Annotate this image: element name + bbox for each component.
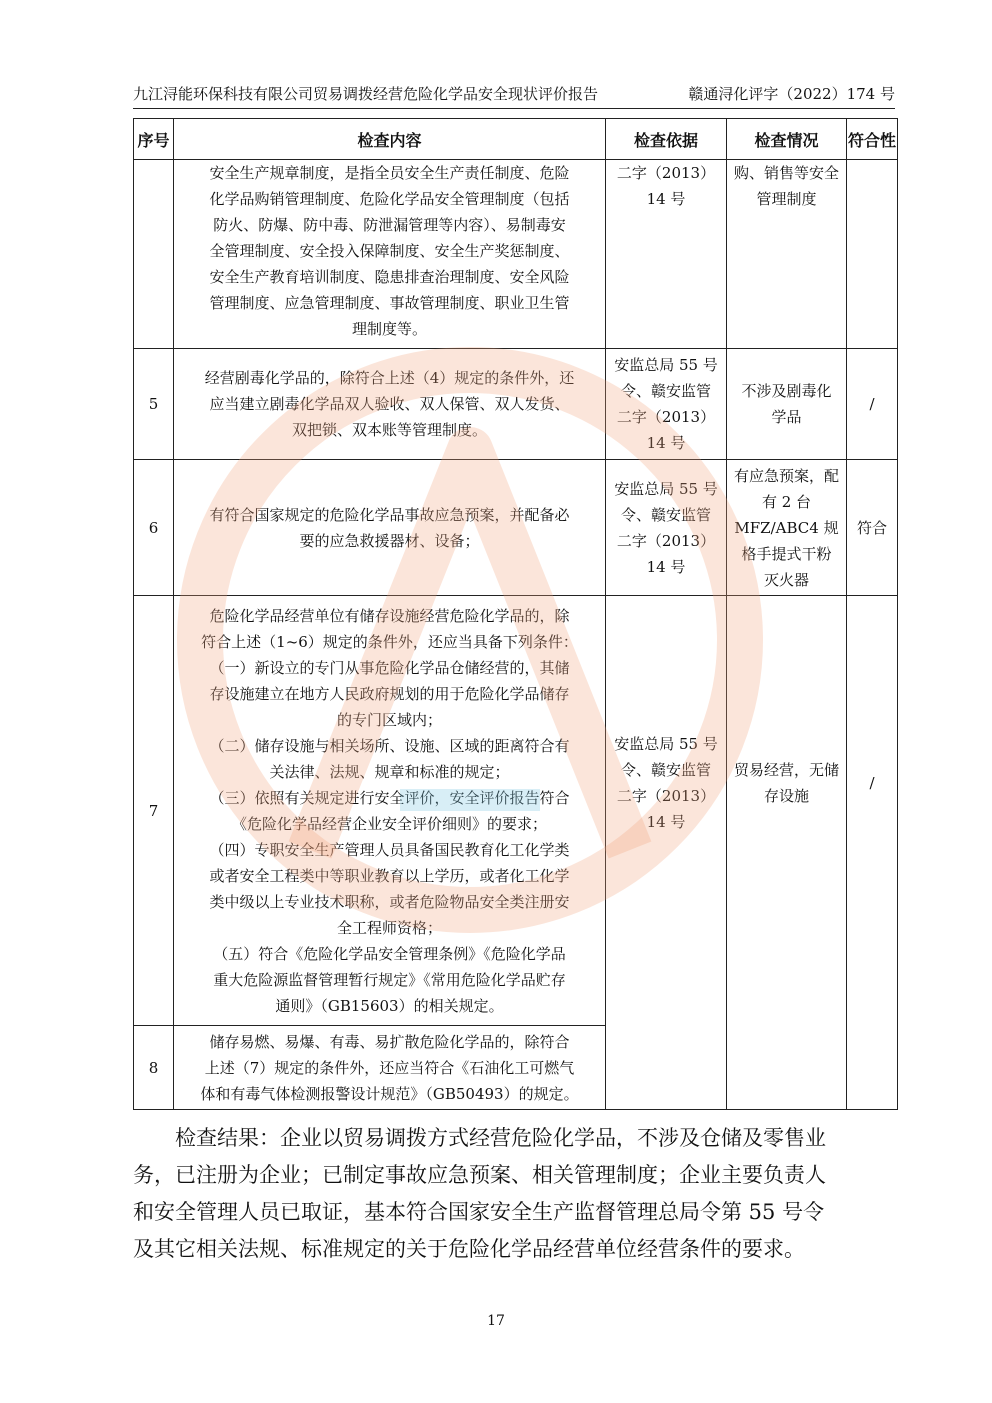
table-row — [134, 596, 898, 1026]
cell-line: 全工程师资格； — [336, 918, 442, 937]
row-no: 8 — [134, 1026, 174, 1110]
row-status — [727, 349, 847, 460]
row-basis — [606, 349, 727, 460]
cell-line: 二字（2013） — [616, 786, 716, 805]
cell-line: 化学品购销管理制度、危险化学品安全管理制度（包括 — [209, 190, 570, 208]
cell-line: 二字（2013） — [616, 164, 716, 182]
cell-line: 双把锁、双本账等管理制度。 — [291, 421, 487, 439]
cell-line: 管理制度 — [756, 190, 817, 208]
cell-line: （一）新设立的专门从事危险化学品仓储经营的，其储 — [209, 658, 570, 677]
row-no: 7 — [134, 596, 174, 1026]
cell-line: 上述（7）规定的条件外，还应当符合《石油化工可燃气 — [204, 1058, 575, 1077]
cell-line: （五）符合《危险化学品安全管理条例》《危险化学品 — [213, 944, 566, 963]
cell-line: 安全生产规章制度，是指全员安全生产责任制度、危险 — [209, 164, 570, 182]
row-basis — [606, 460, 727, 596]
cell-line: 14 号 — [646, 190, 686, 208]
row-content — [174, 349, 606, 460]
row-no — [134, 160, 174, 349]
cell-line: 关法律、法规、规章和标准的规定； — [269, 762, 510, 781]
cell-line: 14 号 — [646, 434, 686, 452]
result-line: 检查结果：企业以贸易调拨方式经营危险化学品，不涉及仓储及零售业 — [175, 1126, 826, 1150]
header-report-number: 赣通浔化评字（2022）174 号 — [688, 85, 895, 103]
cell-line: 符合上述（1~6）规定的条件外，还应当具备下列条件： — [201, 632, 578, 651]
cell-line: 灭火器 — [763, 570, 809, 589]
cell-line: 危险化学品经营单位有储存设施经营危险化学品的，除 — [209, 606, 570, 625]
cell-line: 存设施建立在地方人民政府规划的用于危险化学品储存 — [209, 684, 570, 703]
cell-line: 有应急预案，配 — [733, 466, 839, 485]
row-no: 6 — [134, 460, 174, 596]
header-status: 检查情况 — [727, 119, 847, 160]
header-no: 序号 — [134, 119, 174, 160]
cell-line: 有 2 台 — [761, 492, 812, 511]
cell-line: 14 号 — [646, 557, 686, 576]
result-line: 务，已注册为企业；已制定事故应急预案、相关管理制度；企业主要负责人 — [133, 1163, 826, 1187]
cell-line: 14 号 — [646, 812, 686, 831]
cell-line: 令、赣安监管 — [620, 382, 711, 400]
cell-line: 通则》（GB15603）的相关规定。 — [275, 996, 504, 1015]
cell-line: 应当建立剧毒化学品双人验收、双人保管、双人发货、 — [209, 395, 570, 413]
cell-line: 令、赣安监管 — [620, 505, 711, 524]
row-no: 5 — [134, 349, 174, 460]
cell-line: 购、销售等安全 — [733, 164, 839, 182]
cell-line: 全管理制度、安全投入保障制度、安全生产奖惩制度、 — [209, 242, 570, 260]
table-row — [134, 349, 898, 460]
cell-line: 安监总局 55 号 — [614, 479, 718, 498]
inspection-table — [133, 118, 898, 1110]
cell-line: 或者安全工程类中等职业教育以上学历，或者化工化学 — [209, 866, 570, 885]
cell-line: （三）依照有关规定进行安全评价，安全评价报告符合 — [209, 788, 570, 807]
header-conform: 符合性 — [847, 119, 898, 160]
row-status — [727, 596, 847, 1110]
row-status — [727, 160, 847, 349]
row-conform: / — [847, 596, 898, 1110]
cell-line: 安监总局 55 号 — [614, 734, 718, 753]
cell-line: 有符合国家规定的危险化学品事故应急预案，并配备必 — [209, 505, 570, 524]
page-number: 17 — [487, 1313, 505, 1329]
cell-line: 二字（2013） — [616, 408, 716, 426]
row-content — [174, 460, 606, 596]
table-header-row — [134, 119, 898, 160]
cell-line: （二）储存设施与相关场所、设施、区域的距离符合有 — [209, 736, 570, 755]
table-row — [134, 460, 898, 596]
cell-line: 重大危险源监督管理暂行规定》《常用危险化学品贮存 — [213, 970, 566, 989]
cell-line: 理制度等。 — [351, 320, 427, 338]
cell-line: （四）专职安全生产管理人员具备国民教育化工化学类 — [209, 840, 570, 859]
cell-line: 防火、防爆、防中毒、防泄漏管理等内容）、易制毒安 — [213, 216, 566, 234]
cell-line: 的专门区域内； — [336, 710, 442, 729]
row-basis — [606, 596, 727, 1110]
result-line: 及其它相关法规、标准规定的关于危险化学品经营单位经营条件的要求。 — [133, 1237, 805, 1261]
cell-line: 存设施 — [763, 786, 809, 805]
row-content — [174, 1026, 606, 1110]
header-basis: 检查依据 — [606, 119, 727, 160]
cell-line: MFZ/ABC4 规 — [734, 518, 839, 537]
cell-line: 不涉及剧毒化 — [741, 382, 832, 400]
cell-line: 经营剧毒化学品的，除符合上述（4）规定的条件外，还 — [204, 369, 575, 387]
cell-line: 体和有毒气体检测报警设计规范》（GB50493）的规定。 — [200, 1084, 579, 1103]
result-line: 和安全管理人员已取证，基本符合国家安全生产监督管理总局令第 55 号令 — [133, 1200, 825, 1224]
cell-line: 储存易燃、易爆、有毒、易扩散危险化学品的，除符合 — [209, 1032, 570, 1051]
row-content — [174, 160, 606, 349]
row-conform: / — [847, 349, 898, 460]
header-content: 检查内容 — [174, 119, 606, 160]
row-status — [727, 460, 847, 596]
cell-line: 类中级以上专业技术职称，或者危险物品安全类注册安 — [209, 892, 570, 911]
row-conform: 符合 — [847, 460, 898, 596]
header-report-title: 九江浔能环保科技有限公司贸易调拨经营危险化学品安全现状评价报告 — [133, 85, 599, 103]
cell-line: 要的应急救援器材、设备； — [299, 531, 480, 550]
inspection-result — [133, 1120, 895, 1268]
cell-line: 贸易经营，无储 — [733, 760, 839, 779]
cell-line: 二字（2013） — [616, 531, 716, 550]
cell-line: 安监总局 55 号 — [614, 356, 718, 374]
row-content — [174, 596, 606, 1026]
cell-line: 安全生产教育培训制度、隐患排查治理制度、安全风险 — [209, 268, 570, 286]
cell-line: 《危险化学品经营企业安全评价细则》的要求； — [231, 814, 547, 833]
row-basis — [606, 160, 727, 349]
page-header — [133, 82, 895, 109]
row-conform — [847, 160, 898, 349]
cell-line: 格手提式干粉 — [741, 544, 832, 563]
cell-line: 管理制度、应急管理制度、事故管理制度、职业卫生管 — [209, 294, 570, 312]
cell-line: 学品 — [771, 408, 802, 426]
cell-line: 令、赣安监管 — [620, 760, 711, 779]
table-row — [134, 160, 898, 349]
